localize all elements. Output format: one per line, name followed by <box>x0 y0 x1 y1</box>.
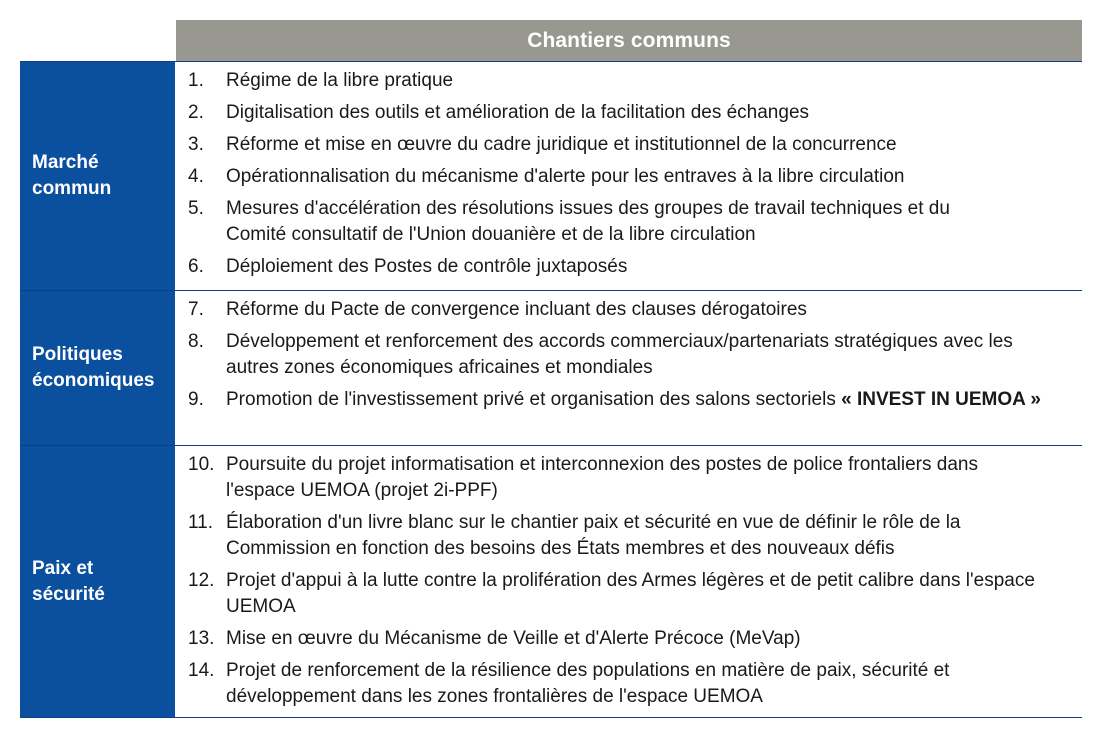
item-number: 7. <box>188 299 204 320</box>
list-item <box>176 98 1082 130</box>
item-number: 1. <box>188 70 204 91</box>
item-number: 3. <box>188 134 204 155</box>
list-item <box>176 566 1082 624</box>
item-list <box>176 446 1082 717</box>
item-text <box>226 387 1082 413</box>
item-number: 11. <box>188 512 214 533</box>
section-label-text: Marché commun <box>32 152 112 199</box>
list-item <box>176 130 1082 162</box>
item-text: Régime de la libre pratique <box>226 70 454 91</box>
section-marche-commun <box>20 61 1082 291</box>
list-item <box>176 327 1082 385</box>
item-text: Digitalisation des outils et amélioration de la facilitation des échanges <box>226 102 810 123</box>
item-text: Réforme et mise en œuvre du cadre juridique et institutionnel de la concurrence <box>226 134 897 155</box>
item-text: Élaboration d'un livre blanc sur le chantier paix et sécurité en vue de définir le rôle de la Commission en fonction des besoins des États membres et des nouveaux défis <box>226 512 961 559</box>
item-number: 12. <box>188 570 215 591</box>
item-number: 2. <box>188 102 204 123</box>
section-label-text: Paix et sécurité <box>32 557 105 605</box>
table-title: Chantiers communs <box>176 20 1082 61</box>
item-text: Déploiement des Postes de contrôle juxtaposés <box>226 256 628 277</box>
section-label <box>20 62 176 290</box>
section-label-text: Politiques économiques <box>32 344 155 391</box>
list-item <box>176 385 1082 417</box>
item-number: 6. <box>188 256 204 277</box>
item-text: Poursuite du projet informatisation et interconnexion des postes de police frontaliers dans l'espace UEMOA (projet 2i-PPF) <box>226 454 978 501</box>
list-item <box>176 656 1082 714</box>
list-item <box>176 66 1082 98</box>
section-label <box>20 291 176 445</box>
item-list <box>176 291 1082 445</box>
item-text: Opérationnalisation du mécanisme d'alerte pour les entraves à la libre circulation <box>226 166 905 187</box>
item-text-main: Promotion de l'investissement privé et organisation des salons sectoriels <box>226 389 836 410</box>
item-text: Mesures d'accélération des résolutions issues des groupes de travail techniques et du Comité consultatif de l'Union douanière et de la libre circulation <box>226 198 950 245</box>
item-number: 14. <box>188 660 215 681</box>
header-spacer <box>20 20 176 61</box>
list-item <box>176 252 1082 284</box>
section-label <box>20 446 176 717</box>
list-item <box>176 194 1082 252</box>
item-number: 4. <box>188 166 204 187</box>
item-number: 5. <box>188 198 204 219</box>
invest-in-uemoa-label: « INVEST IN UEMOA » <box>841 389 1041 410</box>
list-item <box>176 295 1082 327</box>
item-number: 8. <box>188 331 204 352</box>
list-item <box>176 508 1082 566</box>
item-text: Projet d'appui à la lutte contre la prolifération des Armes légères et de petit calibre dans l'espace UEMOA <box>226 570 1035 617</box>
item-list <box>176 62 1082 290</box>
list-item <box>176 450 1082 508</box>
item-number: 10. <box>188 454 215 475</box>
item-text: Mise en œuvre du Mécanisme de Veille et d'Alerte Précoce (MeVap) <box>226 628 801 649</box>
item-text: Réforme du Pacte de convergence incluant des clauses dérogatoires <box>226 299 807 320</box>
item-text: Projet de renforcement de la résilience des populations en matière de paix, sécurité et développement dans les zones frontalières de l'espace UEMOA <box>226 660 950 707</box>
item-number: 13. <box>188 628 215 649</box>
section-paix-et-securite <box>20 446 1082 718</box>
item-number: 9. <box>188 389 204 410</box>
list-item <box>176 162 1082 194</box>
item-text: Développement et renforcement des accords commerciaux/partenariats stratégiques avec les autres zones économiques africaines et mondiales <box>226 331 1013 378</box>
header-row <box>20 20 1082 61</box>
list-item <box>176 624 1082 656</box>
section-politiques-economiques <box>20 291 1082 446</box>
chantiers-table <box>20 20 1082 718</box>
